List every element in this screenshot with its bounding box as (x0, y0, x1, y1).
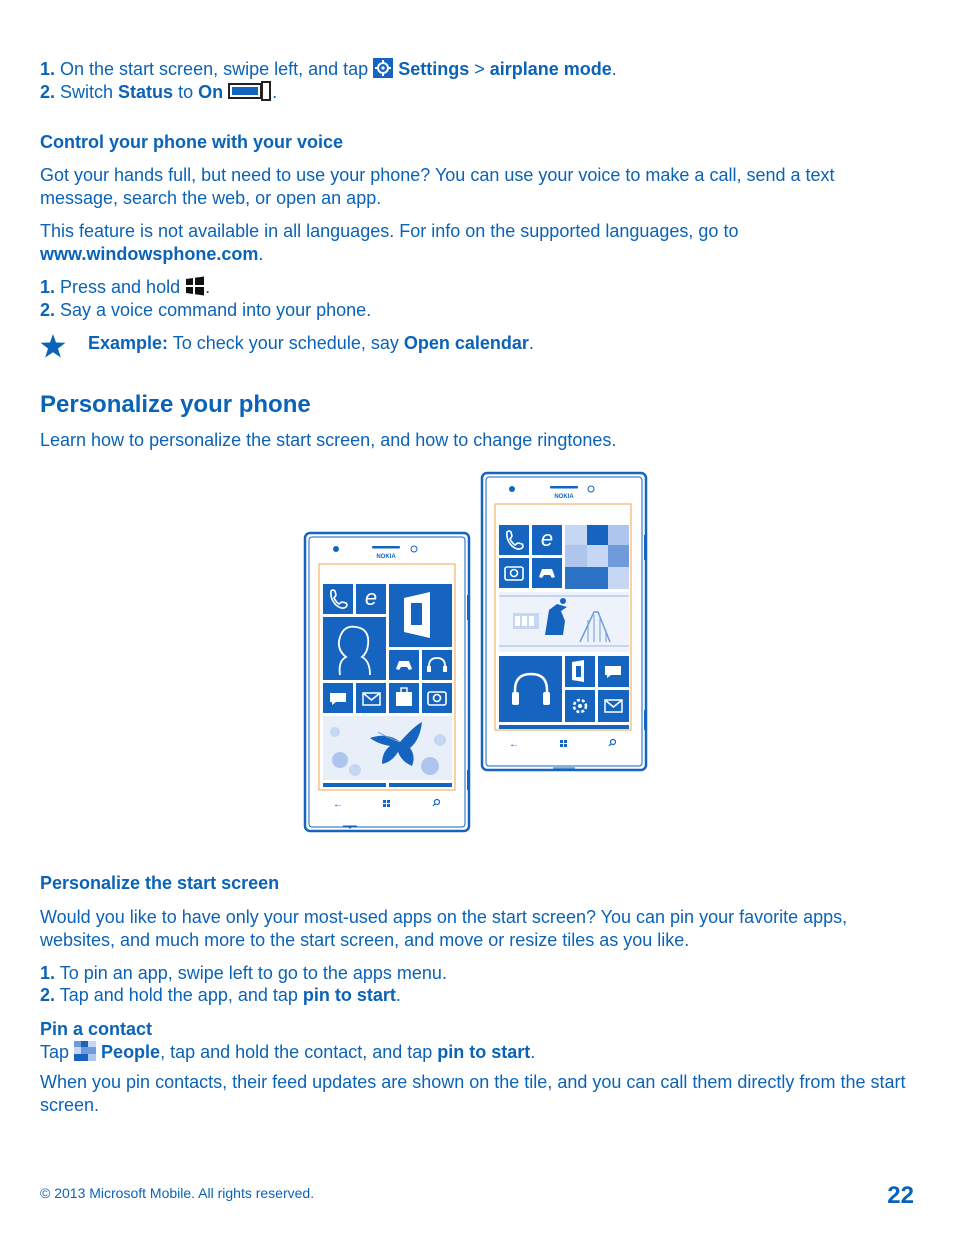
separator: > (469, 59, 490, 79)
phones-illustration (300, 470, 652, 836)
personalize-intro: Learn how to personalize the start screen, and how to change ringtones. (40, 430, 617, 450)
phone-left (305, 533, 469, 831)
start-screen-heading: Personalize the start screen (40, 873, 280, 893)
airplane-step-2 (40, 81, 914, 107)
punct: . (395, 985, 401, 1005)
page-number: 22 (887, 1182, 914, 1209)
pin-contact-line (40, 1041, 914, 1067)
status-label: Status (118, 82, 174, 102)
punct: . (611, 59, 617, 79)
step-text: On the start screen, swipe left, and tap (55, 59, 374, 79)
paragraph-text: , tap and hold the contact, and tap (160, 1042, 438, 1062)
punct: . (272, 82, 278, 102)
step-number: 2. (40, 985, 56, 1005)
on-label: On (198, 82, 224, 102)
step-text: Tap and hold the app, and tap (55, 985, 303, 1005)
pin-contact-paragraph: When you pin contacts, their feed updates are shown on the tile, and you can call them directly from the start screen. (40, 1072, 906, 1115)
punct: . (530, 1042, 536, 1062)
step-number: 2. (40, 82, 56, 102)
svg-text:←: ← (509, 739, 519, 750)
svg-text:←: ← (333, 799, 343, 810)
step-number: 1. (40, 277, 56, 297)
pin-contact-heading: Pin a contact (40, 1019, 153, 1039)
phone-brand-logo: NOKIA (376, 554, 396, 560)
punct: . (205, 277, 211, 297)
step-text: Press and hold (55, 277, 186, 297)
start-screen-step-1 (40, 962, 914, 985)
punct: . (528, 333, 534, 353)
start-screen-paragraph: Would you like to have only your most-used apps on the start screen? You can pin your favorite apps, websites, and much more to the start screen, and move or resize tiles as you like. (40, 907, 848, 950)
copyright: © 2013 Microsoft Mobile. All rights reserved. (40, 1185, 315, 1201)
voice-heading: Control your phone with your voice (40, 132, 344, 152)
open-calendar-command: Open calendar (403, 333, 529, 353)
voice-paragraph-2 (40, 220, 914, 266)
example-text: To check your schedule, say (168, 333, 404, 353)
example-note (88, 332, 914, 355)
star-icon (40, 334, 66, 363)
airplane-mode-label: airplane mode (489, 59, 612, 79)
step-number: 1. (40, 963, 56, 983)
personalize-heading: Personalize your phone (40, 391, 311, 418)
paragraph-text: This feature is not available in all languages. For info on the supported languages, go to (40, 221, 739, 241)
phone-brand-logo: NOKIA (554, 494, 574, 500)
start-screen-step-2 (40, 984, 914, 1007)
paragraph-text: Tap (40, 1042, 75, 1062)
step-text: Say a voice command into your phone. (55, 300, 372, 320)
svg-text:e: e (364, 585, 378, 610)
toggle-switch-icon (228, 81, 272, 107)
step-number: 1. (40, 59, 56, 79)
svg-text:e: e (540, 526, 554, 551)
step-text: to (173, 82, 199, 102)
settings-label: Settings (398, 59, 470, 79)
voice-step-2 (40, 299, 914, 322)
pin-to-start-label: pin to start (302, 985, 396, 1005)
example-label: Example: (88, 333, 169, 353)
step-text: Switch (55, 82, 119, 102)
punct: . (258, 244, 264, 264)
voice-paragraph-1: Got your hands full, but need to use your phone? You can use your voice to make a call, send a text message, search the web, or open an app. (40, 165, 835, 208)
step-number: 2. (40, 300, 56, 320)
windowsphone-link[interactable]: www.windowsphone.com (40, 244, 259, 264)
people-label: People (101, 1042, 161, 1062)
phone-right (482, 473, 646, 770)
people-tile-icon (74, 1041, 96, 1067)
step-text: To pin an app, swipe left to go to the apps menu. (55, 963, 447, 983)
pin-to-start-label: pin to start (437, 1042, 531, 1062)
